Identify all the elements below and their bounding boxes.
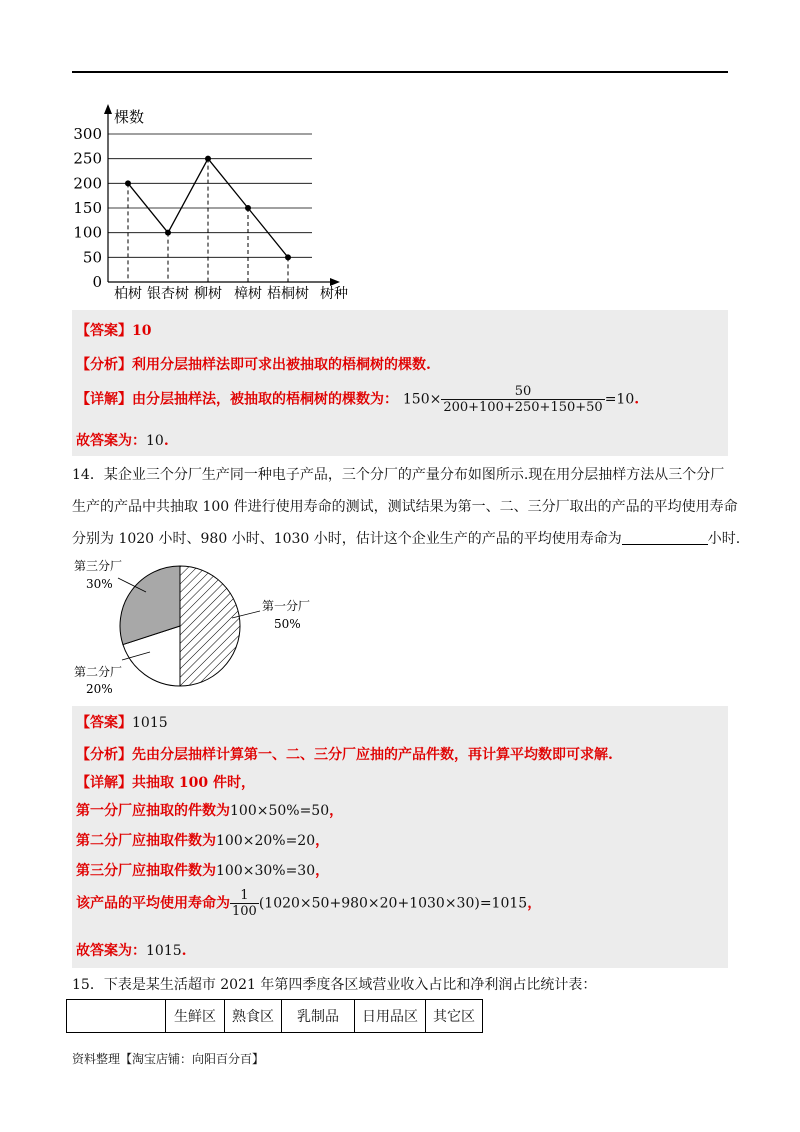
fraction-denominator: 200+100+250+150+50 xyxy=(443,400,603,415)
final-label: 故答案为： xyxy=(76,943,146,959)
q14-line2: 生产的产品中共抽取 100 件进行使用寿命的测试，测试结果为第一、二、三分厂取出的产品的平均使用寿命 xyxy=(72,499,738,515)
analysis-label: 【分析】 xyxy=(76,747,132,763)
line-chart xyxy=(72,98,362,308)
q14-step4-line xyxy=(76,888,541,919)
footer-note: 资料整理【淘宝店铺：向阳百分百】 xyxy=(72,1052,265,1066)
q13-final-line xyxy=(76,430,169,450)
step4-text: 该产品的平均使用寿命为 xyxy=(76,895,230,912)
q14-detail-line xyxy=(76,772,255,792)
step4-math: (1020×50+980×20+1030×30)=1015 xyxy=(258,895,528,912)
table-header-cell: 日用品区 xyxy=(355,1000,426,1033)
q13-answer-block xyxy=(72,310,728,456)
data-point xyxy=(285,254,291,260)
analysis-text: 先由分层抽样计算第一、二、三分厂应抽的产品件数，再计算平均数即可求解. xyxy=(132,747,613,763)
q14-step2-line xyxy=(76,830,329,850)
q14-line3-text: 分别为 1020 小时、980 小时、1030 小时，估计这个企业生产的产品的平均使用寿命为 xyxy=(72,531,622,547)
q13-analysis-line xyxy=(76,354,431,374)
table-header-row xyxy=(67,1000,483,1033)
final-end: . xyxy=(181,943,187,959)
x-tick-label: 梧桐树 xyxy=(267,286,309,302)
final-label: 故答案为： xyxy=(76,433,146,449)
answer-label: 【答案】 xyxy=(76,323,132,339)
final-value: 10 xyxy=(146,433,164,449)
q14-line1: 14．某企业三个分厂生产同一种电子产品，三个分厂的产量分布如图所示.现在用分层抽样方法从三个分厂 xyxy=(72,467,725,483)
slice-percent-first: 50% xyxy=(274,617,301,631)
table-header-cell: 其它区 xyxy=(426,1000,483,1033)
q14-line3-end: 小时. xyxy=(707,531,741,547)
step1-text: 第一分厂应抽取的件数为 xyxy=(76,803,230,819)
slice-percent-second: 20% xyxy=(86,682,113,696)
step3-text: 第三分厂应抽取件数为 xyxy=(76,863,216,879)
fraction-numerator: 1 xyxy=(230,888,259,904)
q13-answer-line xyxy=(76,320,151,340)
slice-percent-third: 30% xyxy=(86,577,113,591)
pie-chart xyxy=(72,556,342,701)
step1-end: ， xyxy=(329,803,344,819)
step4-fraction xyxy=(230,888,259,919)
detail-label: 【详解】 xyxy=(76,775,132,791)
step3-end: ， xyxy=(315,863,330,879)
q14-step1-line xyxy=(76,800,343,820)
y-tick-label: 150 xyxy=(73,199,102,217)
q15-table xyxy=(66,999,483,1033)
detail-end: . xyxy=(634,391,640,408)
detail-math-suffix: =10 xyxy=(604,391,635,408)
q14-line3 xyxy=(72,528,740,548)
slice-label-third: 第三分厂 xyxy=(74,559,123,573)
step2-text: 第二分厂应抽取件数为 xyxy=(76,833,216,849)
step2-math: 100×20%=20 xyxy=(216,833,316,849)
data-point xyxy=(205,156,211,162)
data-point xyxy=(125,180,131,186)
table-header-cell xyxy=(67,1000,166,1033)
y-tick-label: 300 xyxy=(73,125,102,143)
q13-detail-line xyxy=(76,384,639,415)
y-tick-label: 100 xyxy=(73,223,102,242)
table-header-cell: 熟食区 xyxy=(225,1000,282,1033)
final-value: 1015 xyxy=(146,943,182,959)
pie-slice-first xyxy=(180,566,240,686)
detail-text: 由分层抽样法，被抽取的梧桐树的棵数为： xyxy=(132,391,398,408)
answer-blank xyxy=(622,530,708,545)
step4-end: ， xyxy=(527,895,542,912)
slice-label-first: 第一分厂 xyxy=(262,599,311,613)
analysis-text: 利用分层抽样法即可求出被抽取的梧桐树的棵数. xyxy=(132,357,431,373)
y-tick-label: 200 xyxy=(73,174,102,193)
table-header-cell: 生鲜区 xyxy=(166,1000,225,1033)
y-tick-label: 0 xyxy=(92,273,102,291)
x-axis-label: 树种 xyxy=(320,286,348,302)
answer-label: 【答案】 xyxy=(76,715,132,731)
y-tick-label: 250 xyxy=(73,149,102,168)
q15-line1: 15．下表是某生活超市 2021 年第四季度各区域营业收入占比和净利润占比统计表： xyxy=(72,977,597,993)
detail-label: 【详解】 xyxy=(76,391,132,408)
x-tick-label: 柏树 xyxy=(114,286,142,302)
q14-answer-block xyxy=(72,706,728,968)
y-axis-label: 棵数 xyxy=(114,108,145,126)
detail-text: 共抽取 100 件时， xyxy=(132,775,255,791)
header-rule xyxy=(72,71,728,73)
fraction-denominator: 100 xyxy=(232,904,257,919)
y-tick-label: 50 xyxy=(82,248,102,267)
detail-math-prefix: 150× xyxy=(402,391,442,408)
x-tick-label: 柳树 xyxy=(194,286,222,302)
answer-value: 10 xyxy=(132,323,152,339)
step1-math: 100×50%=50 xyxy=(230,803,330,819)
chart-axes xyxy=(104,104,340,286)
q14-answer-line xyxy=(76,712,168,732)
x-tick-label: 樟树 xyxy=(234,286,262,302)
detail-fraction xyxy=(441,384,604,415)
q14-step3-line xyxy=(76,860,329,880)
q14-final-line xyxy=(76,940,187,960)
table-header-cell: 乳制品 xyxy=(282,1000,355,1033)
analysis-label: 【分析】 xyxy=(76,357,132,373)
final-end: . xyxy=(163,433,169,449)
step2-end: ， xyxy=(315,833,330,849)
fraction-numerator: 50 xyxy=(441,384,604,400)
x-tick-label: 银杏树 xyxy=(147,286,189,302)
step3-math: 100×30%=30 xyxy=(216,863,316,879)
q14-analysis-line xyxy=(76,744,613,764)
data-point xyxy=(245,205,251,211)
data-point xyxy=(165,230,171,236)
slice-label-second: 第二分厂 xyxy=(74,665,123,679)
answer-value: 1015 xyxy=(132,715,168,731)
